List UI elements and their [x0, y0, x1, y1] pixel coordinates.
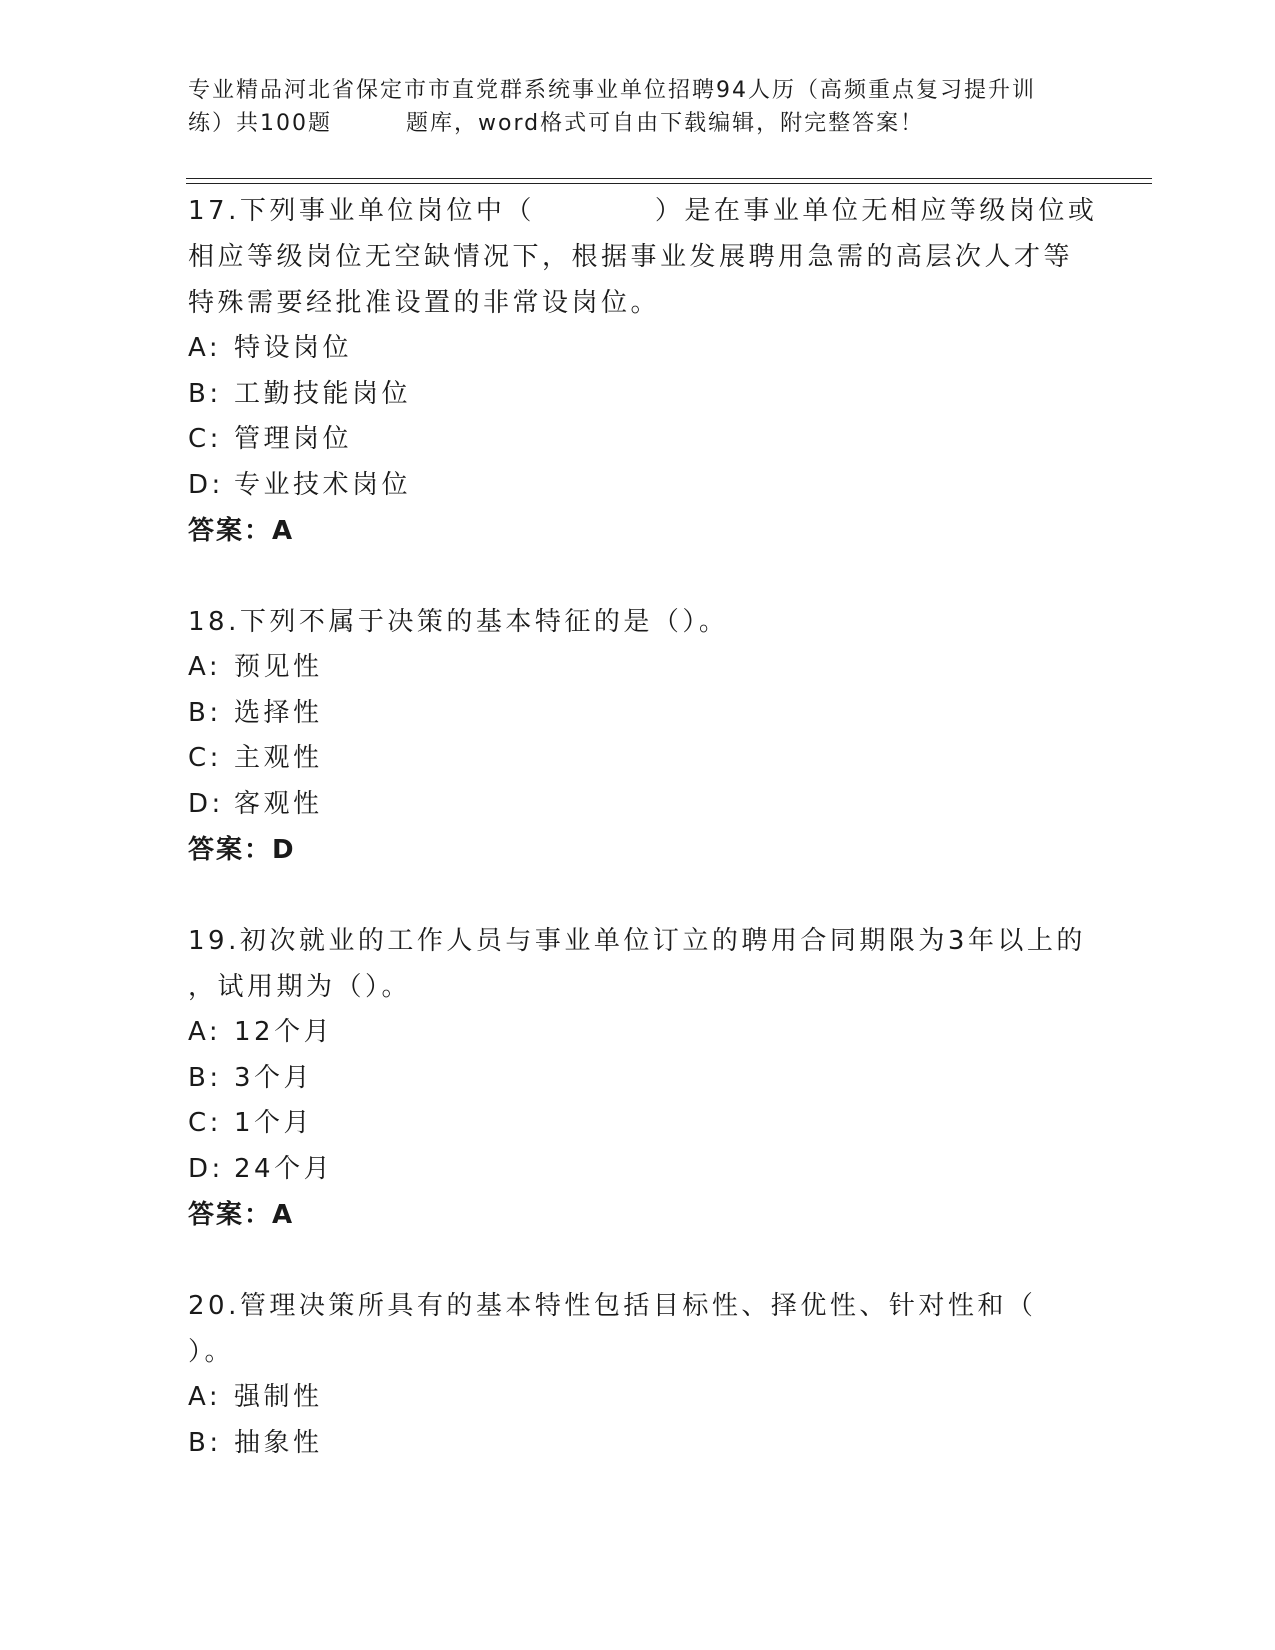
- question-stem-line: 特殊需要经批准设置的非常设岗位。: [188, 288, 661, 318]
- option-text: 工勤技能岗位: [234, 378, 412, 409]
- option-d: [188, 1147, 1108, 1193]
- question-list: [188, 188, 1108, 1466]
- option-b: [188, 1056, 1108, 1102]
- header-divider-top: [186, 178, 1152, 179]
- header-line-1: 专业精品河北省保定市市直党群系统事业单位招聘94人历（高频重点复习提升训: [188, 78, 1036, 103]
- option-text: 主观性: [234, 743, 323, 773]
- option-b: [188, 1421, 1108, 1467]
- question-stem-line: ，试用期为（）。: [188, 972, 412, 1002]
- option-key: A:: [188, 1017, 222, 1047]
- question-stem: 20.管理决策所具有的基本特性包括目标性、择优性、针对性和（: [188, 1291, 1037, 1321]
- header-divider-bottom: [186, 183, 1152, 184]
- option-d: [188, 463, 1108, 509]
- option-key: B:: [188, 1427, 222, 1458]
- option-text: 1个月: [234, 1108, 314, 1138]
- option-a: [188, 1010, 1108, 1056]
- option-text: 预见性: [234, 652, 323, 682]
- option-c: [188, 1101, 1108, 1147]
- option-text: 抽象性: [234, 1427, 323, 1458]
- option-key: B:: [188, 1062, 222, 1093]
- option-key: D:: [188, 1153, 224, 1184]
- question-17: [188, 188, 1108, 554]
- option-key: C:: [188, 743, 222, 773]
- question-stem-line: ）。: [188, 1337, 235, 1367]
- option-key: D:: [188, 469, 224, 500]
- option-text: 客观性: [234, 788, 323, 819]
- option-c: [188, 417, 1108, 463]
- option-text: 管理岗位: [234, 424, 353, 454]
- spacer: [188, 873, 1108, 918]
- option-b: [188, 372, 1108, 418]
- header-line-2: [188, 107, 1088, 140]
- option-c: [188, 736, 1108, 782]
- option-text: 选择性: [234, 697, 323, 728]
- stem-text: ）是在事业单位无相应等级岗位或: [654, 196, 1098, 226]
- stem-text: 17.下列事业单位岗位中（: [188, 196, 535, 226]
- option-a: [188, 326, 1108, 372]
- option-text: 12个月: [234, 1017, 334, 1047]
- question-stem-line: 相应等级岗位无空缺情况下，根据事业发展聘用急需的高层次人才等: [188, 242, 1074, 272]
- option-b: [188, 691, 1108, 737]
- answer-line: 答案：D: [188, 835, 296, 865]
- option-text: 专业技术岗位: [234, 469, 412, 500]
- option-key: D:: [188, 788, 224, 819]
- option-text: 3个月: [234, 1062, 314, 1093]
- answer-line: 答案：A: [188, 516, 295, 546]
- option-text: 24个月: [234, 1153, 334, 1184]
- answer-line: 答案：A: [188, 1200, 295, 1230]
- option-text: 特设岗位: [234, 333, 353, 363]
- option-key: B:: [188, 378, 222, 409]
- spacer: [188, 1238, 1108, 1283]
- spacer: [188, 554, 1108, 599]
- option-key: C:: [188, 424, 222, 454]
- option-key: A:: [188, 652, 222, 682]
- option-key: A:: [188, 1382, 222, 1412]
- option-key: C:: [188, 1108, 222, 1138]
- document-header: [188, 74, 1088, 140]
- question-stem: 18.下列不属于决策的基本特征的是（）。: [188, 607, 729, 637]
- option-a: [188, 645, 1108, 691]
- question-stem: [188, 188, 1108, 234]
- option-key: B:: [188, 697, 222, 728]
- option-text: 强制性: [234, 1382, 323, 1412]
- header-line-2-part-a: 练）共100题: [188, 111, 332, 136]
- option-d: [188, 782, 1108, 828]
- question-stem: 19.初次就业的工作人员与事业单位订立的聘用合同期限为3年以上的: [188, 926, 1086, 956]
- question-19: [188, 918, 1108, 1238]
- question-18: [188, 599, 1108, 873]
- option-key: A:: [188, 333, 222, 363]
- header-line-2-part-b: 题库，word格式可自由下载编辑，附完整答案！: [406, 111, 925, 136]
- question-20: [188, 1283, 1108, 1466]
- option-a: [188, 1375, 1108, 1421]
